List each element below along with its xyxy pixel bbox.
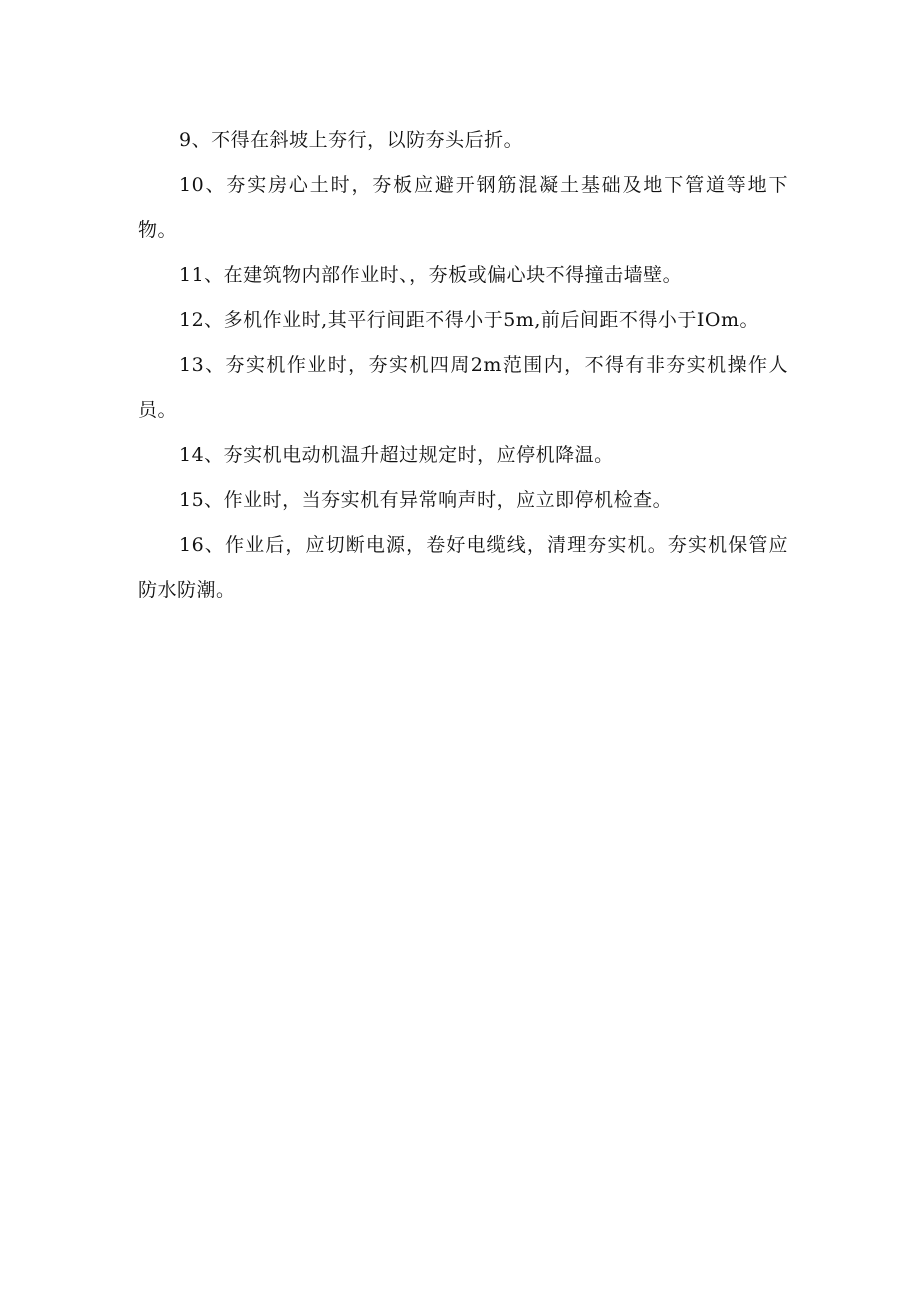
paragraph-item-15: 15、作业时，当夯实机有异常响声时，应立即停机检查。 (179, 489, 673, 511)
document-body (138, 118, 788, 613)
paragraph-item-11: 11、在建筑物内部作业时、，夯板或偏心块不得撞击墙壁。 (179, 264, 683, 286)
paragraph-item-10: 10、夯实房心土时，夯板应避开钢筋混凝土基础及地下管道等地下物。 (138, 174, 788, 241)
paragraph-item-12: 12、多机作业时,其平行间距不得小于5m,前后间距不得小于IOm。 (179, 309, 759, 331)
paragraph-item-13: 13、夯实机作业时，夯实机四周2m范围内，不得有非夯实机操作人员。 (138, 354, 788, 421)
paragraph-item-9: 9、不得在斜坡上夯行，以防夯头后折。 (179, 129, 524, 151)
paragraph-item-16: 16、作业后，应切断电源，卷好电缆线，清理夯实机。夯实机保管应防水防潮。 (138, 534, 788, 601)
paragraph-item-14: 14、夯实机电动机温升超过规定时，应停机降温。 (179, 444, 614, 466)
